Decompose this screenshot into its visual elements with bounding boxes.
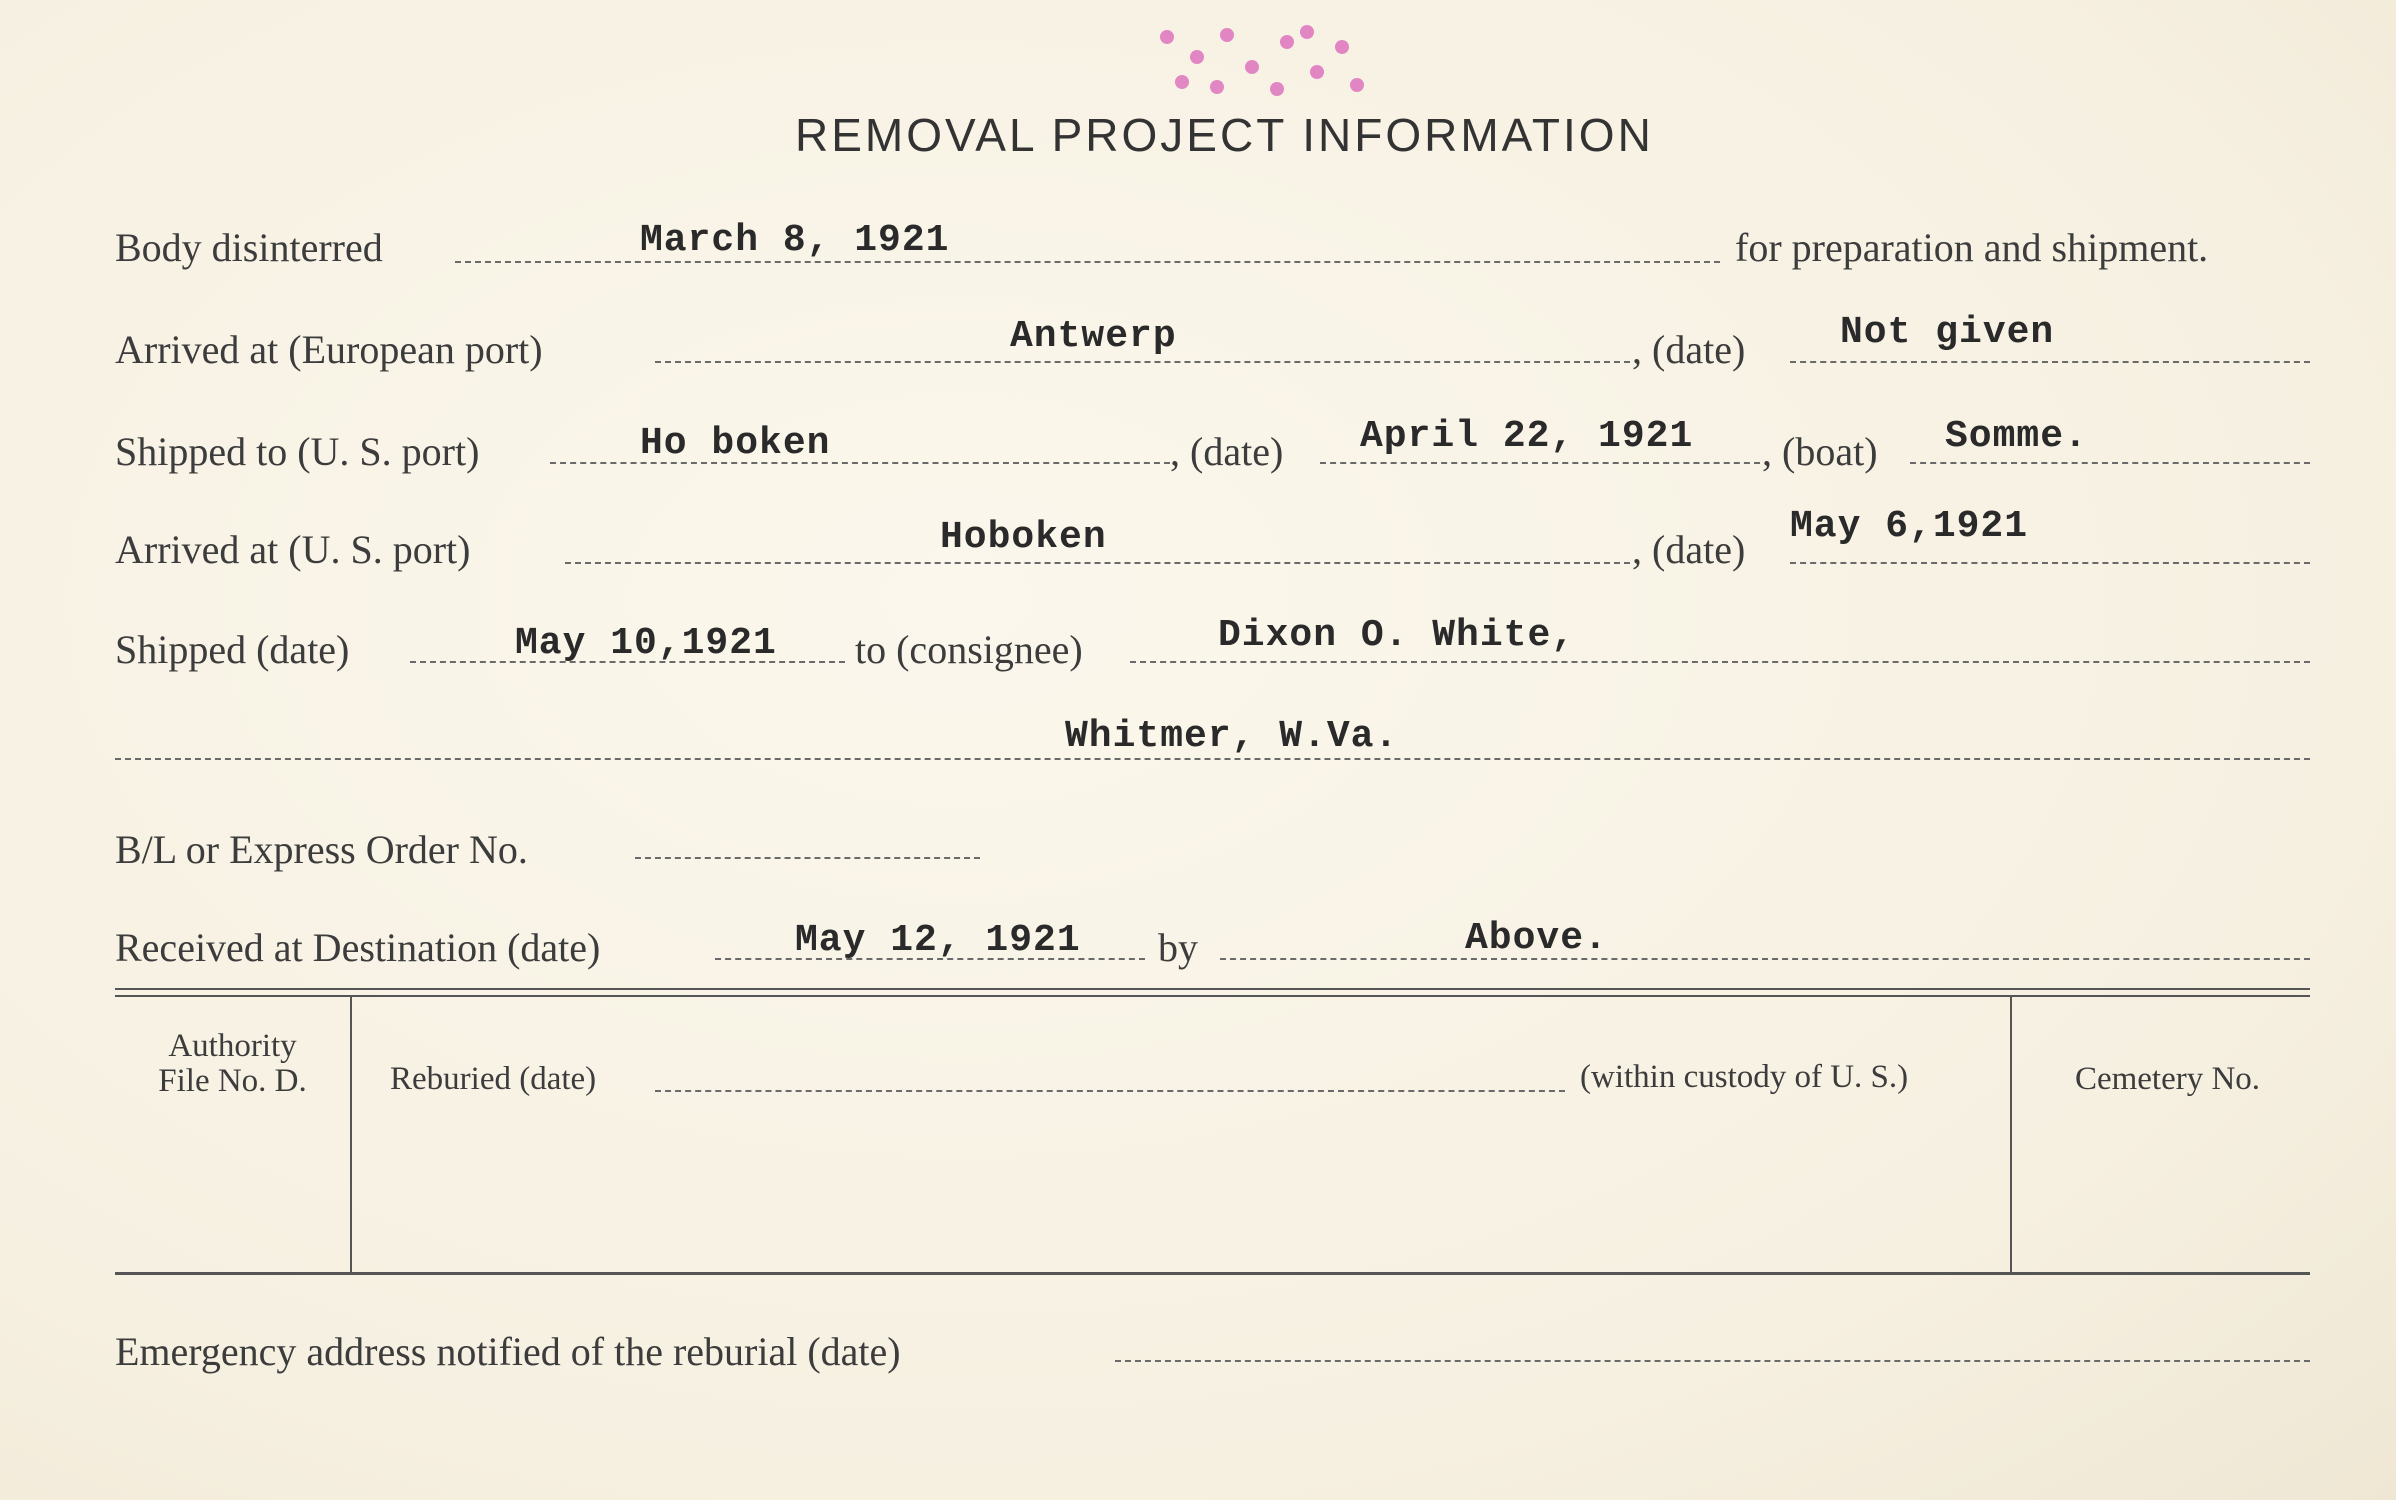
shipped-us-date-line [1320,462,1760,464]
shipped-us-boat-label: , (boat) [1762,429,1878,474]
authority-label-2: File No. D. [158,1063,307,1099]
european-port-date-value: Not given [1840,311,2055,354]
shipped-date-value: May 10,1921 [515,622,777,665]
disinterred-suffix: for preparation and shipment. [1735,225,2209,270]
table-divider-right [2010,997,2012,1272]
reburied-line [655,1090,1565,1092]
received-by-line [1220,958,2310,960]
received-by-value: Above. [1465,917,1608,960]
arrived-us-line [565,562,1630,564]
consignee-address-line [115,758,2310,760]
received-label: Received at Destination (date) [115,925,601,970]
arrived-us-date-label: , (date) [1632,527,1746,572]
consignee-value: Dixon O. White, [1218,614,1576,657]
card-title: REMOVAL PROJECT INFORMATION [795,109,1654,161]
reburied-label: Reburied (date) [390,1061,597,1097]
shipped-us-date-value: April 22, 1921 [1360,415,1694,458]
shipped-us-date-label: , (date) [1170,429,1284,474]
european-port-line [655,361,1630,363]
table-top-rule-1 [115,988,2310,990]
disinterred-label: Body disinterred [115,225,383,270]
authority-label-1: Authority [168,1028,297,1064]
arrived-us-date-line [1790,562,2310,564]
bl-order-line [635,857,980,859]
emergency-line [1115,1360,2310,1362]
arrived-us-label: Arrived at (U. S. port) [115,527,471,572]
custody-label: (within custody of U. S.) [1580,1059,1909,1095]
shipped-us-label: Shipped to (U. S. port) [115,429,480,474]
table-top-rule-2 [115,995,2310,997]
shipped-us-boat-value: Somme. [1945,415,2088,458]
consignee-line [1130,661,2310,663]
bl-order-label: B/L or Express Order No. [115,827,528,872]
shipped-us-value: Ho boken [640,422,831,465]
arrived-us-value: Hoboken [940,516,1107,559]
cemetery-label: Cemetery No. [2074,1061,2261,1097]
emergency-label: Emergency address notified of the reburial (date) [115,1329,901,1374]
european-port-date-label: , (date) [1632,327,1746,372]
consignee-address-value: Whitmer, W.Va. [1065,715,1399,758]
ink-stamp-mark [1150,20,1390,110]
shipped-date-label: Shipped (date) [115,627,350,672]
table-divider-left [350,997,352,1272]
received-by-label: by [1158,925,1198,970]
shipped-us-boat-line [1910,462,2310,464]
european-port-value: Antwerp [1010,315,1177,358]
arrived-us-date-value: May 6,1921 [1790,505,2029,548]
consignee-label: to (consignee) [855,627,1083,672]
disinterred-value: March 8, 1921 [640,219,950,262]
table-bottom-rule [115,1272,2310,1275]
european-port-label: Arrived at (European port) [115,327,543,372]
european-port-date-line [1790,361,2310,363]
received-value: May 12, 1921 [795,919,1081,962]
